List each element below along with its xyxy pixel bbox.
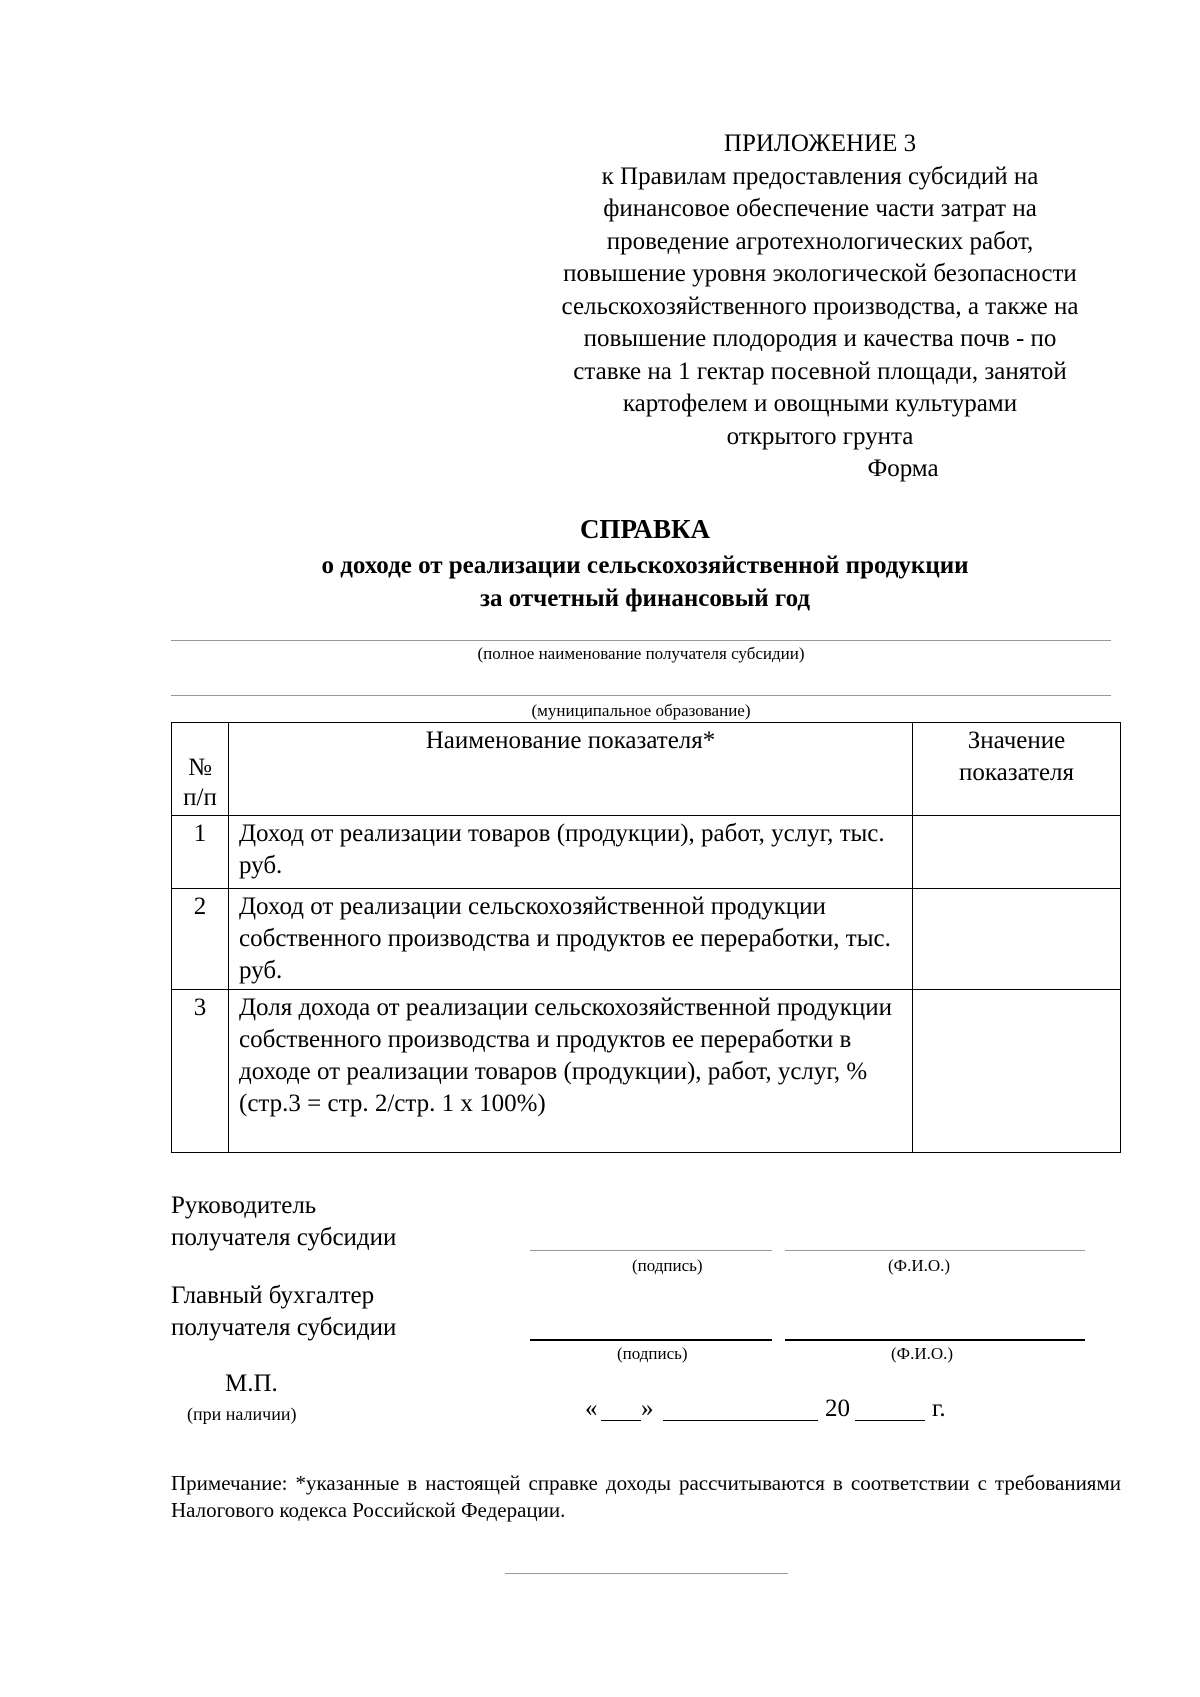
date-year-prefix: 20 — [825, 1395, 850, 1422]
document-subtitle: о доходе от реализации сельскохозяйственной продукции — [321, 552, 969, 579]
date-close-quote: » — [641, 1395, 654, 1422]
header-name-cell — [229, 723, 913, 816]
annex-line: финансовое обеспечение части затрат на — [603, 195, 1037, 222]
table-header-row — [172, 723, 1121, 816]
row-number: 1 — [172, 816, 229, 889]
annex-block — [520, 128, 1120, 486]
annex-line: открытого грунта — [726, 422, 914, 450]
head-sign-caption: (подпись) — [632, 1256, 703, 1275]
head-label-line1: Руководитель — [171, 1192, 317, 1219]
header-number-cell — [172, 723, 229, 816]
header-number: № п/п — [183, 754, 217, 811]
head-label-line2: получателя субсидии — [171, 1224, 397, 1251]
date-year-suffix: г. — [932, 1395, 946, 1422]
document-title: СПРАВКА — [579, 514, 711, 544]
form-label: Форма — [867, 455, 939, 482]
accountant-sign-caption: (подпись) — [617, 1344, 688, 1363]
annex-line: картофелем и овощными культурами — [622, 390, 1018, 417]
indicators-table — [171, 722, 1121, 1153]
accountant-name-caption: (Ф.И.О.) — [891, 1344, 954, 1363]
annex-line: сельскохозяйственного производства, а также на — [561, 292, 1079, 320]
stamp-note: (при наличии) — [187, 1404, 297, 1424]
row-number: 3 — [172, 990, 229, 1153]
date-day-field[interactable] — [601, 1420, 641, 1421]
table-row — [172, 889, 1121, 990]
table-row — [172, 816, 1121, 889]
annex-line: повышение уровня экологической безопасности — [563, 260, 1077, 287]
accountant-label-line2: получателя субсидии — [171, 1314, 397, 1341]
annex-line: к Правилам предоставления субсидий на — [601, 162, 1039, 190]
row-number: 2 — [172, 889, 229, 990]
annex-line: ставке на 1 гектар посевной площади, занятой — [573, 357, 1067, 385]
row-name: Доход от реализации товаров (продукции), работ, услуг, тыс. руб. — [229, 816, 913, 889]
stamp-label: М.П. — [225, 1370, 278, 1397]
recipient-caption: (полное наименование получателя субсидии) — [477, 644, 805, 663]
accountant-fullname-field[interactable] — [785, 1339, 1085, 1341]
municipality-caption: (муниципальное образование) — [531, 701, 751, 720]
accountant-label-line1: Главный бухгалтер — [171, 1282, 375, 1309]
annex-line: повышение плодородия и качества почв - по — [583, 325, 1057, 352]
head-fullname-field[interactable] — [785, 1250, 1085, 1251]
header-value-cell — [913, 723, 1121, 816]
row-value-input[interactable] — [913, 816, 1121, 889]
accountant-signature-field[interactable] — [530, 1339, 772, 1341]
row-name: Доход от реализации сельскохозяйственной продукции собственного производства и продуктов ее переработки, тыс. руб. — [229, 889, 913, 990]
row-value-input[interactable] — [913, 990, 1121, 1153]
row-name: Доля дохода от реализации сельскохозяйственной продукции собственного производства и продуктов ее переработки в доходе от реализации товаров (продукции), работ, услуг, % (стр.3 = стр. 2/стр. 1 х 100%) — [229, 990, 913, 1153]
document-subtitle-period: за отчетный финансовый год — [479, 585, 811, 612]
date-open-quote: « — [585, 1395, 598, 1422]
head-name-caption: (Ф.И.О.) — [888, 1256, 951, 1275]
head-signature-field[interactable] — [530, 1250, 772, 1251]
municipality-field[interactable] — [171, 695, 1111, 696]
table-row — [172, 990, 1121, 1153]
date-month-field[interactable] — [663, 1420, 818, 1421]
row-value-input[interactable] — [913, 889, 1121, 990]
recipient-name-field[interactable] — [171, 640, 1111, 641]
note-text: Примечание: *указанные в настоящей справке доходы рассчитываются в соответствии с требованиями Налогового кодекса Российской Федерации. — [171, 1471, 1121, 1522]
annex-line: проведение агротехнологических работ, — [606, 227, 1034, 255]
footer-separator — [505, 1573, 788, 1574]
date-year-field[interactable] — [855, 1420, 925, 1421]
annex-heading: ПРИЛОЖЕНИЕ 3 — [723, 130, 917, 157]
header-value: Значение показателя — [958, 727, 1075, 786]
header-name: Наименование показателя* — [425, 727, 716, 754]
